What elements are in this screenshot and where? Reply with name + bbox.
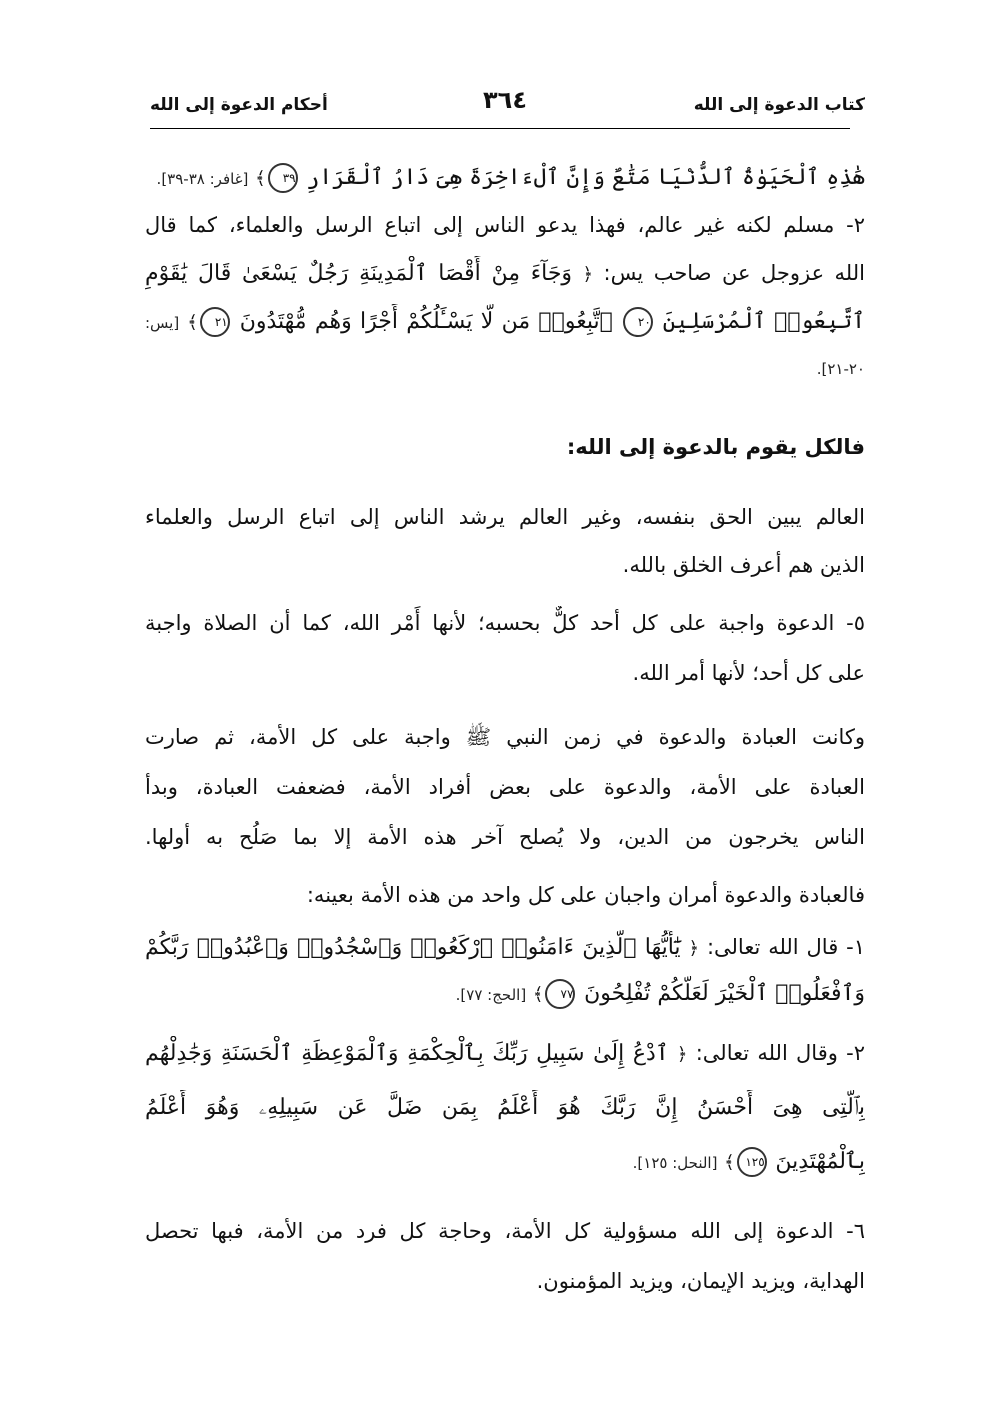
header-chapter-title: أحكام الدعوة إلى الله [150,95,328,115]
header-rule [150,128,850,129]
ayah-number: ٢٠ [623,307,653,337]
ayah-number: ٧٧ [545,979,575,1009]
page-number: ٣٦٤ [483,86,527,114]
text-line-18 [145,1090,865,1125]
quran-verse: بِٱلَّتِى هِىَ أَحْسَنُ إِنَّ رَبَّكَ هُوَ أَعْلَمُ بِمَن ضَلَّ عَن سَبِيلِهِۦ وَهُوَ أَعْلَمُ [145,1095,865,1120]
text-line-7: العالم يبين الحق بنفسه، وغير العالم يرشد الناس إلى اتباع الرسل والعلماء [145,505,865,529]
quran-close-bracket: ﴾ [724,1152,735,1173]
verse-reference: [غافر: ٣٨-٣٩]. [156,170,249,188]
text-line-14: فالعبادة والدعوة أمران واجبان على كل واحد من هذه الأمة بعينه: [306,883,865,907]
text-line-9: ٥- الدعوة واجبة على كل أحد كلٌّ بحسبه؛ لأنها أَمْر الله، كما أن الصلاة واجبة [145,611,865,635]
quran-open-bracket: ﴿ [676,1044,688,1065]
text-line-3 [145,256,865,292]
text-line-2: ٢- مسلم لكنه غير عالم، فهذا يدعو الناس إلى اتباع الرسل والعلماء، كما قال [145,213,865,237]
text-line-1 [145,160,865,196]
text-line-4 [145,304,865,340]
line-prefix: الله عزوجل عن صاحب يس: [603,261,865,285]
text-line-17 [145,1036,865,1072]
text-line-20: ٦- الدعوة إلى الله مسؤولية كل الأمة، وحاجة كل فرد من الأمة، فبها تحصل [145,1219,865,1243]
quran-verse: بِٱلْمُهْتَدِينَ [775,1149,865,1174]
ayah-number: ٣٩ [268,163,298,193]
text-line-10: على كل أحد؛ لأنها أمر الله. [632,661,865,685]
ayah-number: ٢١ [200,307,230,337]
text-line-8: الذين هم أعرف الخلق بالله. [622,553,865,577]
quran-verse: وَٱفْعَلُوا۟ ٱلْخَيْرَ لَعَلَّكُمْ تُفْلِحُونَ [584,981,865,1006]
quran-open-bracket: ﴿ [688,938,700,959]
text-line-15 [145,930,865,966]
text-line-5: ٢٠-٢١]. [816,360,865,378]
verse-reference: [الحج: ٧٧]. [455,986,527,1004]
text-line-21: الهداية، ويزيد الإيمان، ويزيد المؤمنون. [536,1269,865,1293]
quran-close-bracket: ﴾ [532,984,544,1005]
quran-verse: ٱتَّبِعُوا۟ مَن لَّا يَسْـَٔلُكُمْ أَجْرًا وَهُم مُّهْتَدُونَ [239,309,613,334]
quran-verse: وَجَآءَ مِنْ أَقْصَا ٱلْمَدِينَةِ رَجُلٌ يَسْعَىٰ قَالَ يَٰقَوْمِ [145,261,573,286]
ayah-number: ١٢٥ [737,1147,767,1177]
text-line-19 [145,1144,865,1180]
text-line-16 [145,976,865,1012]
quran-open-bracket: ﴿ [582,264,594,285]
verse-reference: [يس: [145,314,180,332]
quran-verse: يَٰٓأَيُّهَا ٱلَّذِينَ ءَامَنُوا۟ ٱرْكَعُوا۟ وَٱسْجُدُوا۟ وَٱعْبُدُوا۟ رَبَّكُمْ [145,935,681,960]
quran-close-bracket: ﴾ [255,168,266,189]
line-prefix: ٢- وقال الله تعالى: [695,1041,865,1065]
text-line-11: وكانت العبادة والدعوة في زمن النبي ﷺ واجبة على كل الأمة، ثم صارت [145,725,865,749]
verse-reference: [النحل: ١٢٥]. [632,1154,718,1172]
text-line-12: العبادة على الأمة، والدعوة على بعض أفراد الأمة، فضعفت العبادة، وبدأ [145,775,865,799]
quran-verse: ٱتَّبِعُوا۟ ٱلْمُرْسَلِينَ [662,309,865,334]
text-line-13: الناس يخرجون من الدين، ولا يُصلح آخر هذه الأمة إلا بما صَلُح به أولها. [145,825,865,849]
quran-verse: ٱدْعُ إِلَىٰ سَبِيلِ رَبِّكَ بِٱلْحِكْمَةِ وَٱلْمَوْعِظَةِ ٱلْحَسَنَةِ وَجَٰدِلْهُم [145,1041,669,1066]
quran-close-bracket: ﴾ [187,312,198,333]
section-heading: فالكل يقوم بالدعوة إلى الله: [566,435,865,459]
header-book-title: كتاب الدعوة إلى الله [693,95,865,115]
line-prefix: ١- قال الله تعالى: [706,935,865,959]
quran-verse: هَٰذِهِ ٱلْحَيَوٰةُ ٱلدُّنْيَا مَتَٰعٌ وَإِنَّ ٱلْءَاخِرَةَ هِىَ دَارُ ٱلْقَرَارِ [306,165,865,190]
